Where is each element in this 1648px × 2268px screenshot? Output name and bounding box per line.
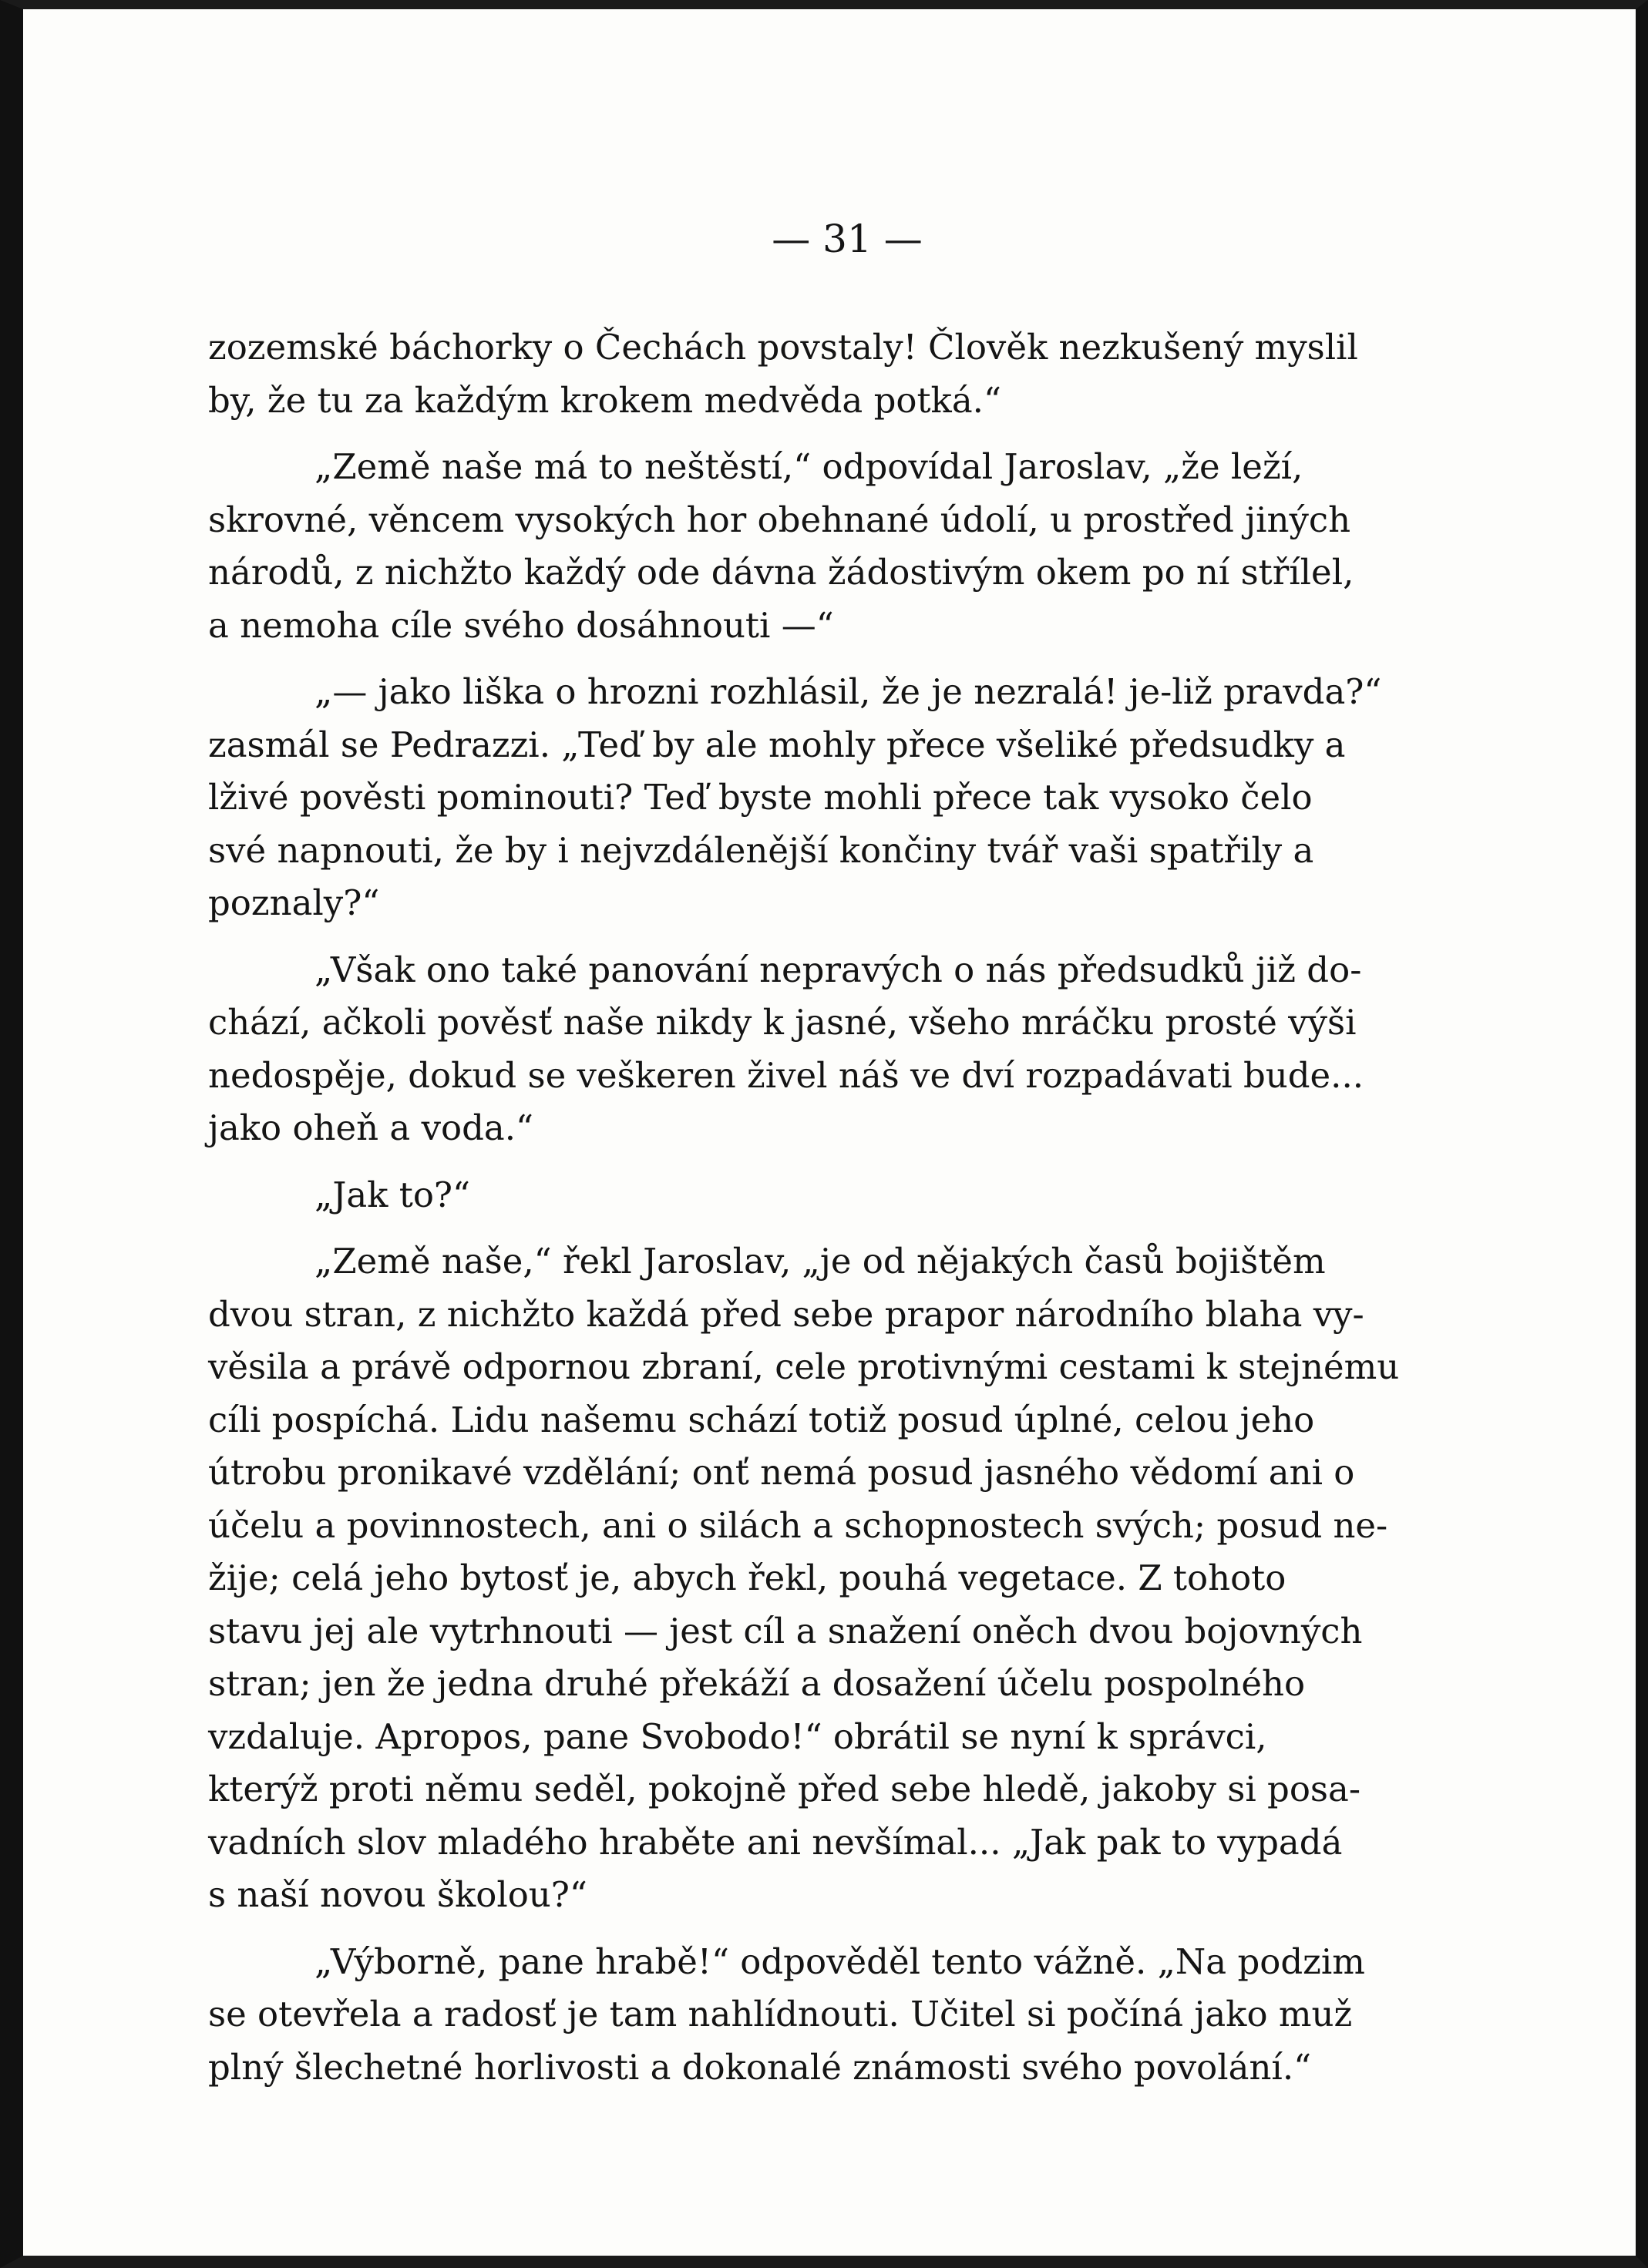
text-line: své napnouti, že by i nejvzdálenější končiny tvář vaši spatřily a	[208, 829, 1314, 871]
text-line: a nemoha cíle svého dosáhnouti —“	[208, 604, 834, 646]
paragraph-gap	[208, 930, 1457, 944]
text-line: „Země naše má to neštěstí,“ odpovídal Jaroslav, „že leží,	[314, 446, 1303, 487]
text-line: zasmál se Pedrazzi. „Teď by ale mohly přece všeliké předsudky a	[208, 724, 1346, 765]
text-line: „Jak to?“	[314, 1174, 471, 1215]
text-line: národů, z nichžto každý ode dávna žádostivým okem po ní střílel,	[208, 552, 1354, 593]
text-line: vadních slov mladého hraběte ani nevšímal... „Jak pak to vypadá	[208, 1821, 1343, 1863]
text-line: lživé pověsti pominouti? Teď byste mohli přece tak vysoko čelo	[208, 777, 1313, 818]
text-line: kterýž proti němu seděl, pokojně před sebe hledě, jakoby si posa-	[208, 1769, 1361, 1809]
text-line: „Výborně, pane hrabě!“ odpověděl tento vážně. „Na podzim	[314, 1940, 1365, 1982]
paragraph-gap	[208, 1155, 1457, 1169]
paragraph-gap	[208, 1221, 1457, 1235]
paragraph-gap	[208, 1922, 1457, 1936]
text-line: se otevřela a radosť je tam nahlídnouti. Učitel si počíná jako muž	[208, 1994, 1353, 2034]
text-line: zozemské báchorky o Čechách povstaly! Člověk nezkušený myslil	[208, 327, 1358, 368]
text-line: skrovné, věncem vysokých hor obehnané údolí, u prostřed jiných	[208, 499, 1351, 540]
text-line: cíli pospíchá. Lidu našemu schází totiž posud úplné, celou jeho	[208, 1399, 1315, 1440]
text-line: poznaly?“	[208, 882, 380, 923]
text-line: plný šlechetné horlivosti a dokonalé známosti svého povolání.“	[208, 2046, 1312, 2088]
body-text	[208, 321, 1457, 2094]
paragraph-gap	[208, 652, 1457, 666]
text-line: by, že tu za každým krokem medvěda potká.“	[208, 379, 1001, 421]
text-line: „Však ono také panování nepravých o nás předsudků již do-	[314, 949, 1362, 990]
text-line: stavu jej ale vytrhnouti — jest cíl a snažení oněch dvou bojovných	[208, 1610, 1363, 1651]
text-line: chází, ačkoli pověsť naše nikdy k jasné, všeho mráčku prosté výši	[208, 1002, 1357, 1043]
text-line: věsila a právě odpornou zbraní, cele protivnými cestami k stejnému	[208, 1346, 1400, 1387]
text-line: jako oheň a voda.“	[208, 1107, 534, 1148]
text-line: žije; celá jeho bytosť je, abych řekl, pouhá vegetace. Z tohoto	[208, 1557, 1286, 1598]
text-line: nedospěje, dokud se veškeren živel náš ve dví rozpadávati bude...	[208, 1054, 1364, 1096]
text-line: útrobu pronikavé vzdělání; onť nemá posud jasného vědomí ani o	[208, 1452, 1355, 1493]
text-line: „— jako liška o hrozni rozhlásil, že je nezralá! je-liž pravda?“	[314, 671, 1382, 712]
text-line: vzdaluje. Apropos, pane Svobodo!“ obrátil se nyní k správci,	[208, 1715, 1267, 1757]
page-number: — 31 —	[772, 217, 923, 261]
text-line: stran; jen že jedna druhé překáží a dosažení účelu pospolného	[208, 1663, 1306, 1704]
text-line: účelu a povinnostech, ani o silách a schopnostech svých; posud ne-	[208, 1504, 1388, 1546]
text-line: dvou stran, z nichžto každá před sebe prapor národního blaha vy-	[208, 1293, 1364, 1335]
paragraph-gap	[208, 427, 1457, 441]
text-line: „Země naše,“ řekl Jaroslav, „je od nějakých časů bojištěm	[314, 1241, 1326, 1282]
text-line: s naší novou školou?“	[208, 1874, 587, 1915]
